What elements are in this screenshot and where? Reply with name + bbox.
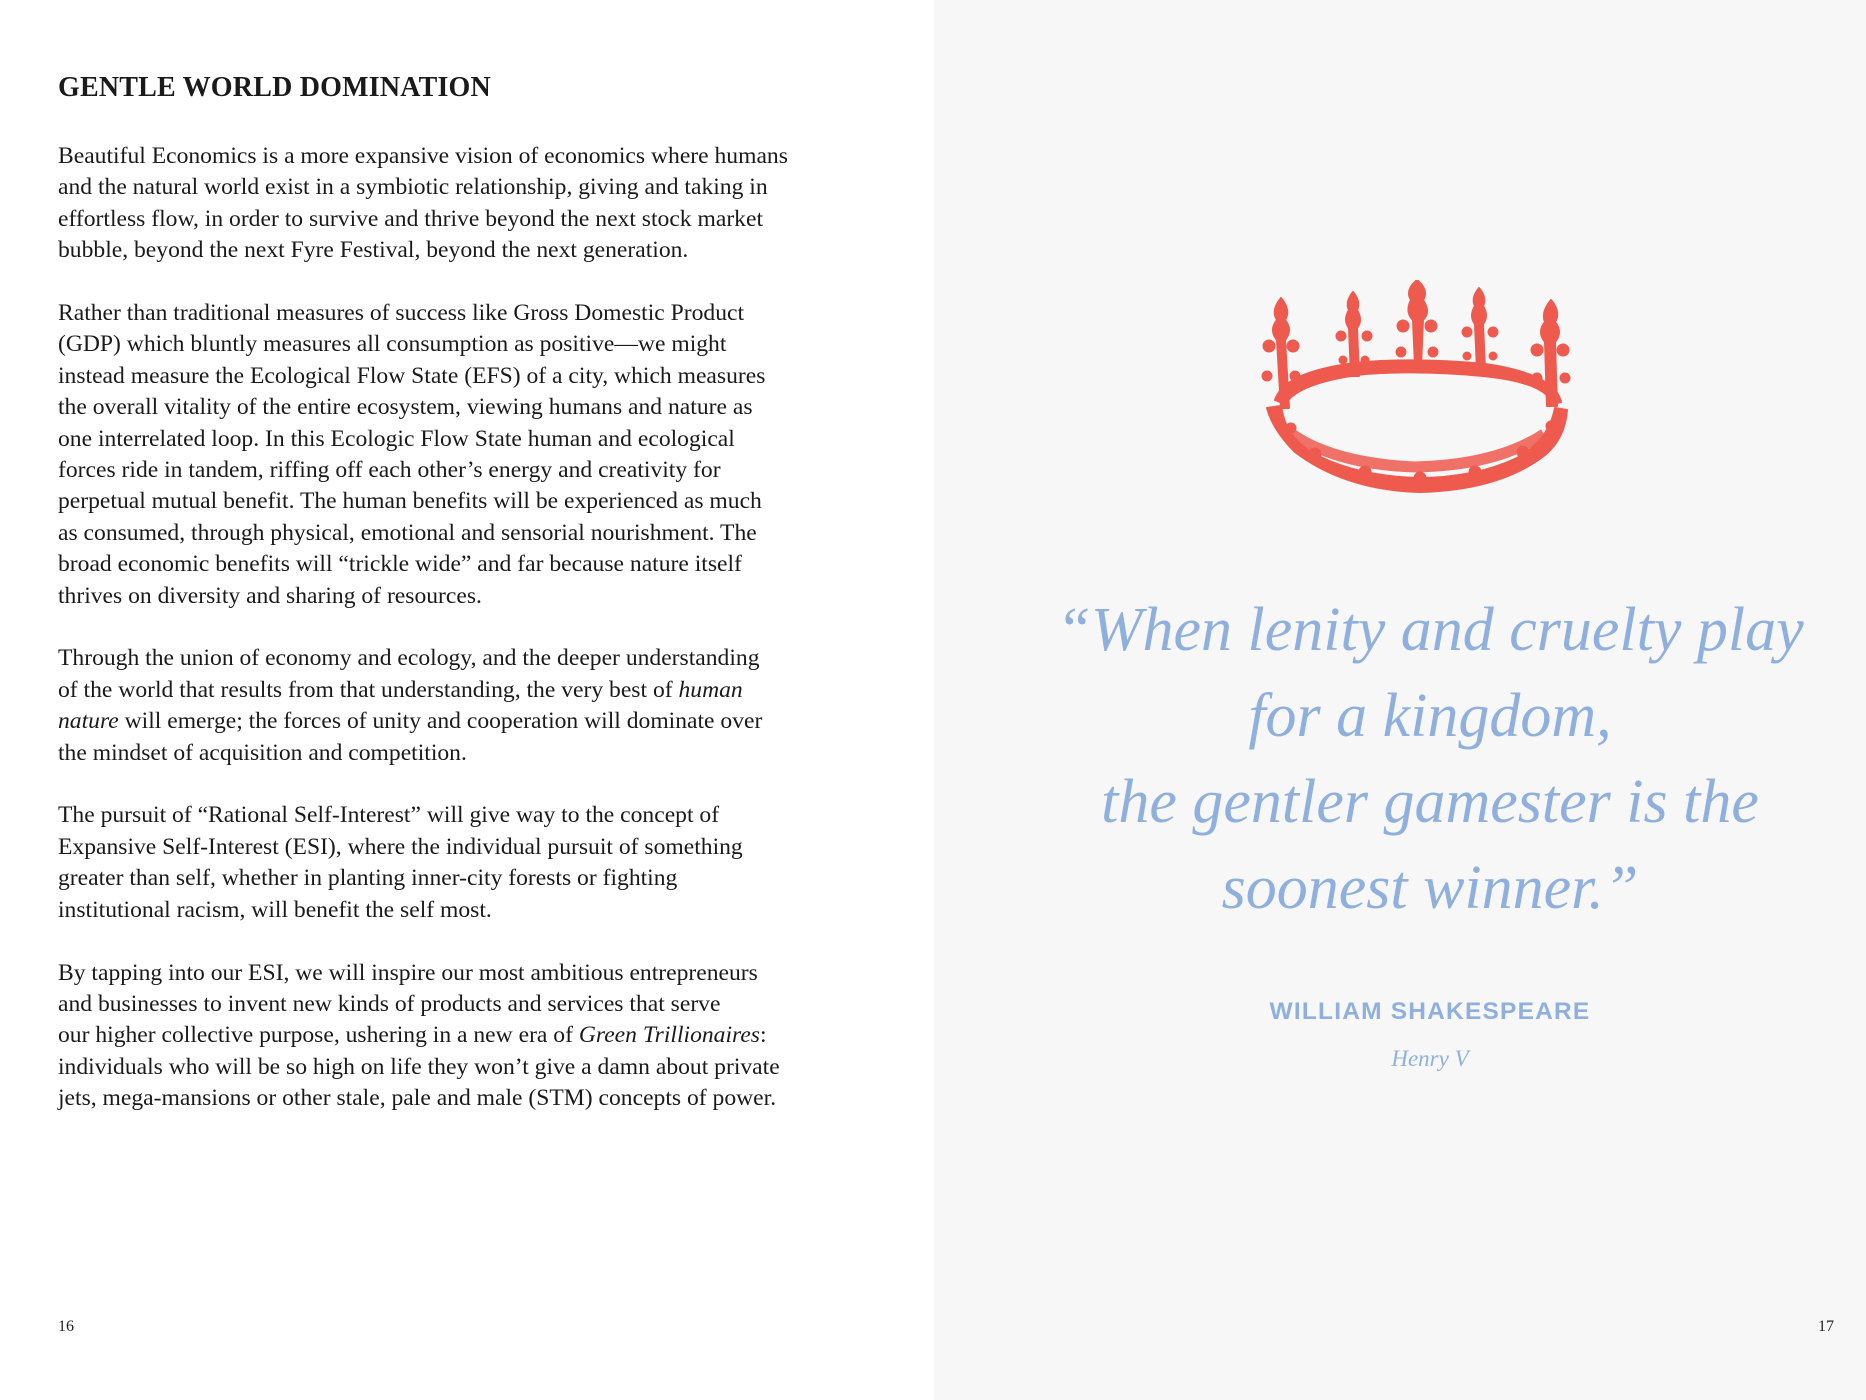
text-line bbox=[58, 1020, 838, 1051]
text-segment: bubble, beyond the next Fyre Festival, beyond the next generation. bbox=[58, 237, 689, 264]
text-line bbox=[58, 581, 838, 612]
text-line bbox=[58, 863, 838, 894]
page-number-left: 16 bbox=[58, 1318, 74, 1335]
text-line bbox=[58, 518, 838, 549]
text-segment: individuals who will be so high on life they won’t give a damn about private bbox=[58, 1053, 780, 1080]
text-segment: of the world that results from that understanding, the very best of bbox=[58, 676, 679, 703]
text-line bbox=[58, 329, 838, 360]
text-segment: By tapping into our ESI, we will inspire our most ambitious entrepreneurs bbox=[58, 959, 758, 986]
text-line bbox=[58, 141, 838, 172]
text-segment: perpetual mutual benefit. The human benefits will be experienced as much bbox=[58, 488, 762, 515]
text-segment: and businesses to invent new kinds of products and services that serve bbox=[58, 990, 721, 1017]
text-segment: instead measure the Ecological Flow State (EFS) of a city, which measures bbox=[58, 362, 766, 389]
quote-line: for a kingdom, bbox=[1248, 682, 1612, 750]
text-segment: Beautiful Economics is a more expansive vision of economics where humans bbox=[58, 143, 788, 169]
quote-line: “When lenity and cruelty play bbox=[1056, 596, 1804, 664]
italic-text: nature bbox=[58, 708, 119, 735]
italic-text: Green Trillionaires bbox=[578, 1022, 760, 1049]
body-paragraph bbox=[58, 800, 838, 926]
text-segment: one interrelated loop. In this Ecologic Flow State human and ecological bbox=[58, 425, 735, 452]
crown-icon bbox=[1255, 280, 1575, 502]
text-line bbox=[58, 675, 838, 706]
text-segment: thrives on diversity and sharing of resources. bbox=[58, 582, 482, 609]
text-segment: Rather than traditional measures of success like Gross Domestic Product bbox=[58, 300, 745, 327]
text-line bbox=[58, 486, 838, 517]
text-line bbox=[58, 361, 838, 392]
text-segment: forces ride in tandem, riffing off each other’s energy and creativity for bbox=[58, 457, 721, 484]
text-segment: the overall vitality of the entire ecosystem, viewing humans and nature as bbox=[58, 394, 753, 421]
text-segment: jets, mega-mansions or other stale, pale and male (STM) concepts of power. bbox=[58, 1085, 777, 1112]
body-paragraph bbox=[58, 141, 838, 267]
text-line bbox=[58, 204, 838, 235]
body-paragraph bbox=[58, 958, 838, 1115]
text-segment: institutional racism, will benefit the self most. bbox=[58, 896, 492, 923]
text-segment: (GDP) which bluntly measures all consumption as positive—we might bbox=[58, 331, 727, 358]
text-segment: broad economic benefits will “trickle wide” and far because nature itself bbox=[58, 551, 742, 578]
text-line bbox=[58, 1083, 838, 1114]
quote-line: the gentler gamester is the bbox=[1101, 768, 1759, 836]
text-line bbox=[58, 1052, 838, 1083]
text-line bbox=[58, 958, 838, 989]
text-segment: as consumed, through physical, emotional and sensorial nourishment. The bbox=[58, 519, 757, 546]
text-segment: Expansive Self-Interest (ESI), where the individual pursuit of something bbox=[58, 833, 743, 860]
page-title: GENTLE WORLD DOMINATION bbox=[58, 72, 491, 103]
text-segment: the mindset of acquisition and competition. bbox=[58, 739, 467, 766]
text-line bbox=[58, 235, 838, 266]
quote-text bbox=[1000, 587, 1860, 931]
text-segment: The pursuit of “Rational Self-Interest” will give way to the concept of bbox=[58, 802, 720, 829]
text-segment: : bbox=[759, 1022, 767, 1049]
page-number-right: 17 bbox=[1818, 1318, 1834, 1335]
text-line bbox=[58, 392, 838, 423]
quote-author: WILLIAM SHAKESPEARE bbox=[1269, 998, 1591, 1025]
text-line bbox=[58, 643, 838, 674]
text-segment: Through the union of economy and ecology, and the deeper understanding bbox=[58, 645, 760, 672]
italic-text: human bbox=[678, 676, 743, 703]
text-line bbox=[58, 424, 838, 455]
text-segment: and the natural world exist in a symbiotic relationship, giving and taking in bbox=[58, 174, 768, 201]
text-line bbox=[58, 800, 838, 831]
quote-line: soonest winner.” bbox=[1221, 854, 1639, 922]
text-segment: greater than self, whether in planting inner-city forests or fighting bbox=[58, 865, 678, 892]
text-segment: our higher collective purpose, ushering in a new era of bbox=[58, 1022, 579, 1049]
text-line bbox=[58, 706, 838, 737]
text-line bbox=[58, 298, 838, 329]
quote-source: Henry V bbox=[1391, 1046, 1469, 1071]
text-segment: will emerge; the forces of unity and cooperation will dominate over bbox=[118, 708, 763, 735]
text-line bbox=[58, 832, 838, 863]
text-line bbox=[58, 549, 838, 580]
text-line bbox=[58, 455, 838, 486]
body-paragraph bbox=[58, 643, 838, 769]
text-line bbox=[58, 172, 838, 203]
text-line bbox=[58, 738, 838, 769]
text-line bbox=[58, 989, 838, 1020]
text-segment: effortless flow, in order to survive and thrive beyond the next stock market bbox=[58, 205, 764, 232]
text-line bbox=[58, 895, 838, 926]
body-paragraph bbox=[58, 298, 838, 612]
body-text bbox=[58, 141, 838, 1146]
